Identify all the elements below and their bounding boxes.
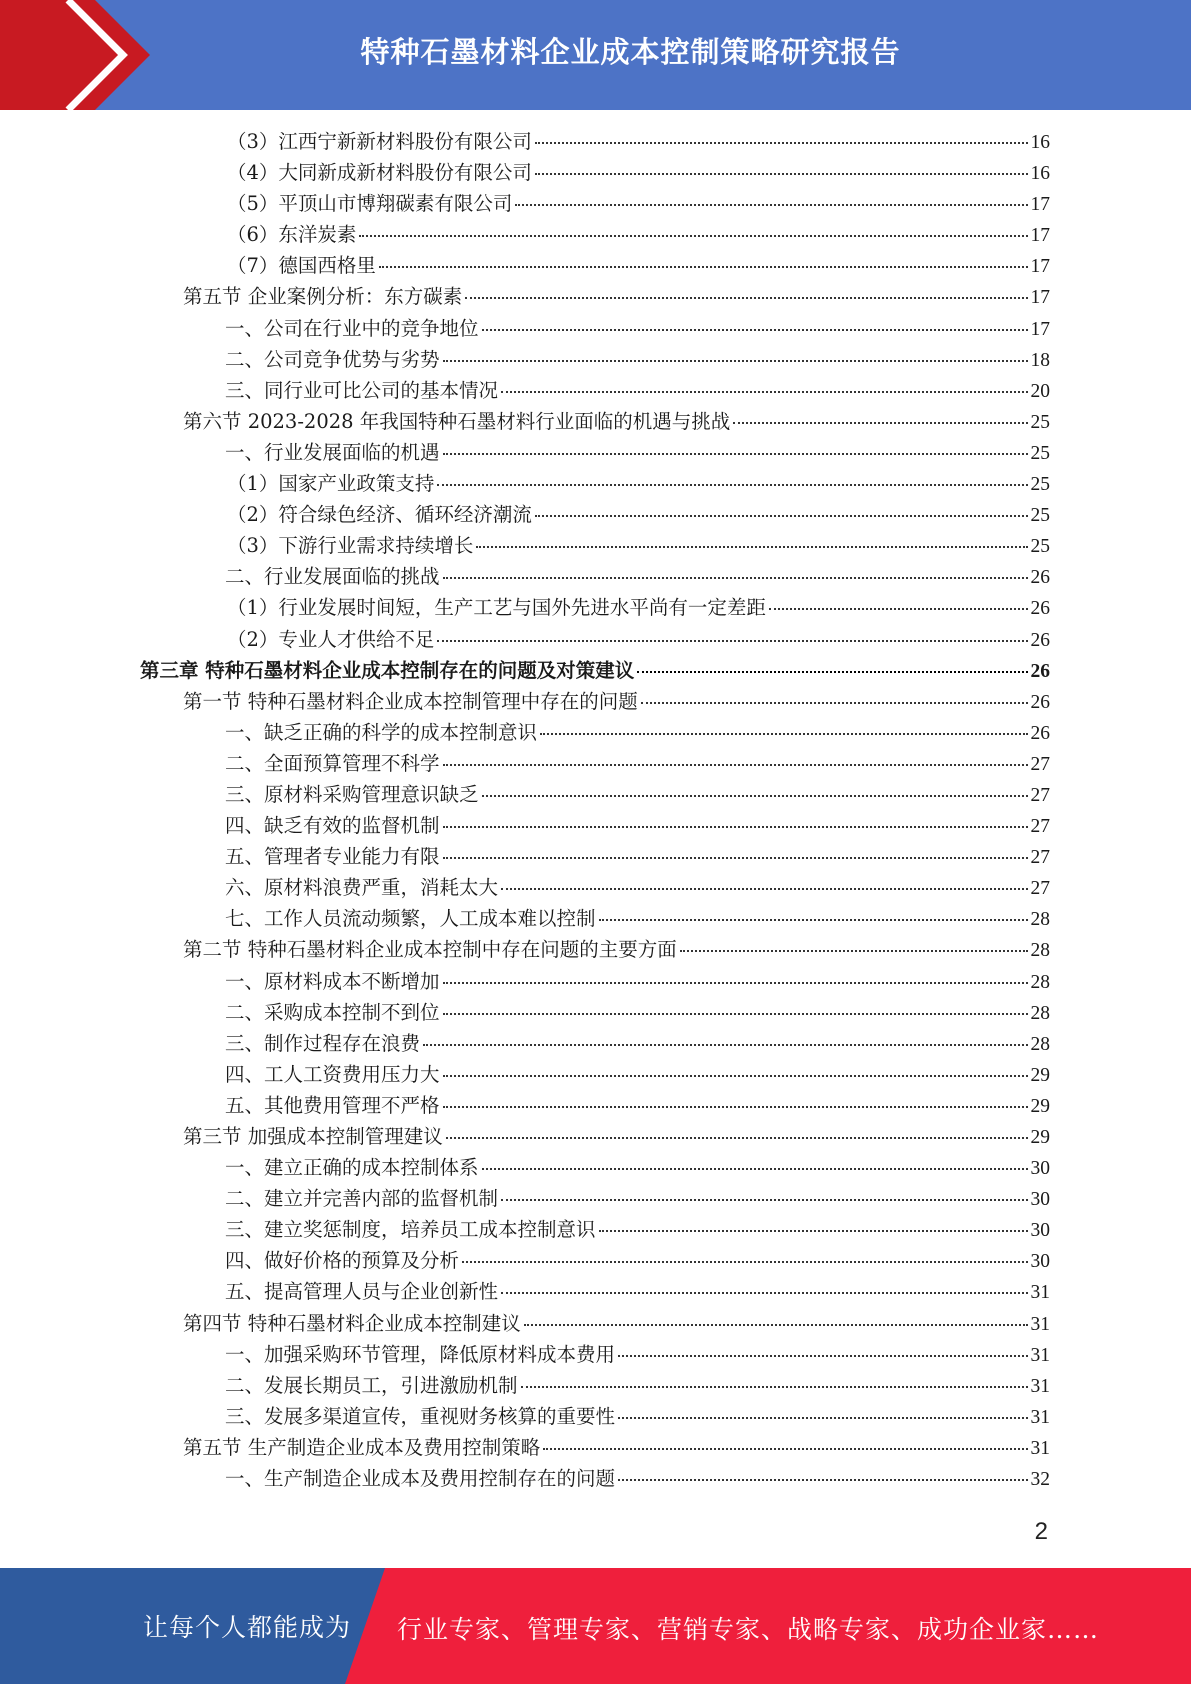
toc-leader-dots: [446, 1137, 1028, 1139]
toc-entry-title: （3）下游行业需求持续增长: [227, 534, 474, 558]
toc-entry-title: 一、缺乏正确的科学的成本控制意识: [225, 720, 538, 744]
toc-entry-page: 26: [1030, 567, 1050, 589]
toc-entry[interactable]: [140, 530, 1050, 561]
toc-leader-dots: [476, 546, 1027, 548]
toc-entry[interactable]: [140, 686, 1050, 717]
toc-entry[interactable]: [140, 1401, 1050, 1432]
toc-entry-title: 二、全面预算管理不科学: [225, 751, 440, 775]
toc-entry-title: 五、管理者专业能力有限: [225, 845, 440, 869]
toc-entry-title: 一、生产制造企业成本及费用控制存在的问题: [225, 1467, 616, 1491]
toc-entry[interactable]: [140, 1339, 1050, 1370]
toc-leader-dots: [482, 1168, 1028, 1170]
toc-entry-page: 30: [1030, 1251, 1050, 1273]
page-header: [0, 0, 1191, 110]
toc-entry[interactable]: [140, 250, 1050, 281]
toc-entry-title: 一、原材料成本不断增加: [225, 969, 440, 993]
toc-entry-page: 29: [1030, 1064, 1050, 1086]
toc-leader-dots: [515, 204, 1027, 206]
toc-leader-dots: [641, 702, 1028, 704]
toc-entry-page: 30: [1030, 1189, 1050, 1211]
toc-entry-page: 25: [1030, 474, 1050, 496]
toc-entry-title: 一、公司在行业中的竞争地位: [225, 316, 479, 340]
toc-entry-title: 一、加强采购环节管理，降低原材料成本费用: [225, 1342, 616, 1366]
toc-entry-page: 27: [1030, 816, 1050, 838]
toc-entry-page: 27: [1030, 753, 1050, 775]
toc-leader-dots: [359, 235, 1027, 237]
toc-entry[interactable]: [140, 655, 1050, 686]
toc-entry-page: 17: [1030, 287, 1050, 309]
toc-entry-page: 31: [1030, 1282, 1050, 1304]
toc-entry-title: 二、行业发展面临的挑战: [225, 565, 440, 589]
toc-entry-page: 17: [1030, 256, 1050, 278]
toc-entry[interactable]: [140, 1059, 1050, 1090]
toc-leader-dots: [443, 764, 1028, 766]
toc-leader-dots: [462, 1261, 1027, 1263]
toc-entry-page: 31: [1030, 1375, 1050, 1397]
toc-entry[interactable]: [140, 1370, 1050, 1401]
toc-entry-page: 26: [1030, 660, 1050, 682]
toc-entry[interactable]: [140, 997, 1050, 1028]
toc-entry-page: 25: [1030, 536, 1050, 558]
toc-leader-dots: [769, 608, 1028, 610]
toc-entry-title: 第五节 生产制造企业成本及费用控制策略: [183, 1435, 541, 1459]
toc-entry-page: 28: [1030, 940, 1050, 962]
toc-leader-dots: [501, 1292, 1027, 1294]
footer-slogan-right: 行业专家、管理专家、营销专家、战略专家、成功企业家……: [397, 1615, 1100, 1644]
toc-entry-title: 二、发展长期员工，引进激励机制: [225, 1373, 518, 1397]
toc-entry-page: 28: [1030, 1033, 1050, 1055]
toc-entry-page: 32: [1030, 1469, 1050, 1491]
toc-entry-page: 28: [1030, 909, 1050, 931]
toc-entry[interactable]: [140, 1152, 1050, 1183]
toc-entry-page: 28: [1030, 971, 1050, 993]
toc-entry-title: （6）东洋炭素: [227, 223, 357, 247]
toc-entry[interactable]: [140, 281, 1050, 312]
toc-leader-dots: [443, 1013, 1028, 1015]
toc-leader-dots: [535, 515, 1028, 517]
toc-entry[interactable]: [140, 717, 1050, 748]
toc-entry-title: （2）符合绿色经济、循环经济潮流: [227, 503, 532, 527]
toc-leader-dots: [599, 1230, 1028, 1232]
toc-entry[interactable]: [140, 779, 1050, 810]
toc-entry[interactable]: [140, 188, 1050, 219]
toc-entry[interactable]: [140, 406, 1050, 437]
toc-entry[interactable]: [140, 748, 1050, 779]
toc-leader-dots: [437, 640, 1027, 642]
toc-entry[interactable]: [140, 313, 1050, 344]
toc-entry-title: （7）德国西格里: [227, 254, 376, 278]
chevron-right-icon: [0, 0, 150, 110]
toc-entry-page: 18: [1030, 349, 1050, 371]
toc-entry[interactable]: [140, 903, 1050, 934]
toc-entry-page: 30: [1030, 1220, 1050, 1242]
toc-entry[interactable]: [140, 1028, 1050, 1059]
toc-entry-page: 31: [1030, 1313, 1050, 1335]
toc-entry-page: 27: [1030, 878, 1050, 900]
toc-entry-title: 四、工人工资费用压力大: [225, 1062, 440, 1086]
toc-entry-page: 31: [1030, 1437, 1050, 1459]
toc-leader-dots: [443, 360, 1028, 362]
toc-leader-dots: [599, 919, 1028, 921]
report-title: 特种石墨材料企业成本控制策略研究报告: [360, 35, 901, 69]
toc-entry-page: 27: [1030, 784, 1050, 806]
toc-entry-title: 一、建立正确的成本控制体系: [225, 1156, 479, 1180]
toc-leader-dots: [482, 329, 1028, 331]
toc-leader-dots: [618, 1479, 1027, 1481]
toc-entry-title: 二、公司竞争优势与劣势: [225, 347, 440, 371]
toc-entry[interactable]: [140, 934, 1050, 965]
toc-entry-page: 31: [1030, 1344, 1050, 1366]
toc-entry-title: （3）江西宁新新材料股份有限公司: [227, 130, 532, 153]
toc-entry[interactable]: [140, 624, 1050, 655]
toc-entry[interactable]: [140, 872, 1050, 903]
toc-leader-dots: [733, 422, 1027, 424]
toc-entry[interactable]: [140, 499, 1050, 530]
toc-entry-title: 第一节 特种石墨材料企业成本控制管理中存在的问题: [183, 689, 638, 713]
toc-entry-title: （1）行业发展时间短，生产工艺与国外先进水平尚有一定差距: [227, 596, 766, 620]
toc-entry-page: 28: [1030, 1002, 1050, 1024]
toc-entry[interactable]: [140, 1183, 1050, 1214]
toc-entry-page: 17: [1030, 225, 1050, 247]
toc-entry-title: 第四节 特种石墨材料企业成本控制建议: [183, 1311, 521, 1335]
toc-leader-dots: [535, 173, 1028, 175]
toc-entry[interactable]: [140, 1276, 1050, 1307]
toc-entry-page: 16: [1030, 132, 1050, 153]
footer-slogan-left: 让每个人都能成为: [143, 1613, 352, 1642]
toc-leader-dots: [443, 1075, 1028, 1077]
toc-leader-dots: [443, 1106, 1028, 1108]
toc-leader-dots: [543, 1448, 1027, 1450]
toc-entry-title: 三、原材料采购管理意识缺乏: [225, 782, 479, 806]
toc-entry-title: 三、制作过程存在浪费: [225, 1031, 421, 1055]
toc-entry-page: 17: [1030, 318, 1050, 340]
toc-leader-dots: [524, 1324, 1028, 1326]
toc-entry-page: 31: [1030, 1406, 1050, 1428]
toc-leader-dots: [680, 950, 1028, 952]
toc-entry-page: 29: [1030, 1127, 1050, 1148]
toc-entry-page: 25: [1030, 505, 1050, 527]
table-of-contents: [140, 126, 1050, 1494]
toc-entry-title: 二、采购成本控制不到位: [225, 1000, 440, 1024]
toc-entry[interactable]: [140, 1121, 1050, 1152]
toc-entry-page: 17: [1030, 194, 1050, 216]
page-number: 2: [1034, 1518, 1048, 1545]
toc-entry-page: 26: [1030, 629, 1050, 651]
toc-entry[interactable]: [140, 437, 1050, 468]
toc-leader-dots: [535, 142, 1028, 144]
toc-entry-page: 26: [1030, 722, 1050, 744]
toc-entry[interactable]: [140, 1090, 1050, 1121]
toc-entry[interactable]: [140, 344, 1050, 375]
page-footer: [0, 1568, 1191, 1684]
toc-entry-page: 20: [1030, 380, 1050, 402]
toc-entry-page: 16: [1030, 163, 1050, 185]
toc-leader-dots: [437, 484, 1027, 486]
toc-entry-title: 第五节 企业案例分析：东方碳素: [183, 285, 463, 309]
toc-entry-title: 四、做好价格的预算及分析: [225, 1249, 460, 1273]
toc-entry-page: 26: [1030, 691, 1050, 713]
toc-entry-title: （5）平顶山市博翔碳素有限公司: [227, 192, 513, 216]
toc-entry[interactable]: [140, 1214, 1050, 1245]
toc-entry-title: 五、其他费用管理不严格: [225, 1093, 440, 1117]
toc-entry-title: （4）大同新成新材料股份有限公司: [227, 161, 532, 185]
toc-entry-title: （2）专业人才供给不足: [227, 627, 435, 651]
toc-entry-page: 25: [1030, 442, 1050, 464]
toc-leader-dots: [501, 391, 1027, 393]
toc-entry[interactable]: [140, 841, 1050, 872]
toc-leader-dots: [540, 733, 1027, 735]
toc-leader-dots: [501, 888, 1027, 890]
toc-leader-dots: [521, 1386, 1028, 1388]
toc-entry-title: 四、缺乏有效的监督机制: [225, 814, 440, 838]
toc-entry[interactable]: [140, 375, 1050, 406]
toc-entry[interactable]: [140, 561, 1050, 592]
toc-entry[interactable]: [140, 592, 1050, 623]
toc-entry[interactable]: [140, 966, 1050, 997]
toc-entry-title: 二、建立并完善内部的监督机制: [225, 1187, 499, 1211]
toc-leader-dots: [443, 453, 1028, 455]
toc-entry-title: 五、提高管理人员与企业创新性: [225, 1280, 499, 1304]
toc-entry-title: 七、工作人员流动频繁，人工成本难以控制: [225, 907, 596, 931]
toc-leader-dots: [443, 826, 1028, 828]
toc-entry[interactable]: [140, 126, 1050, 157]
toc-leader-dots: [443, 982, 1028, 984]
toc-entry-page: 30: [1030, 1158, 1050, 1180]
toc-entry[interactable]: [140, 1308, 1050, 1339]
toc-entry-title: 一、行业发展面临的机遇: [225, 440, 440, 464]
toc-entry[interactable]: [140, 219, 1050, 250]
toc-entry-page: 26: [1030, 598, 1050, 620]
toc-entry-title: 第六节 2023-2028 年我国特种石墨材料行业面临的机遇与挑战: [183, 409, 731, 433]
toc-entry-title: 第二节 特种石墨材料企业成本控制中存在问题的主要方面: [183, 938, 677, 962]
toc-entry-title: 三、建立奖惩制度，培养员工成本控制意识: [225, 1218, 596, 1242]
toc-entry[interactable]: [140, 1463, 1050, 1494]
toc-entry[interactable]: [140, 1432, 1050, 1463]
toc-entry-title: 三、发展多渠道宣传，重视财务核算的重要性: [225, 1404, 616, 1428]
toc-leader-dots: [618, 1355, 1027, 1357]
toc-entry-title: （1）国家产业政策支持: [227, 472, 435, 496]
toc-leader-dots: [618, 1417, 1027, 1419]
toc-leader-dots: [379, 266, 1028, 268]
toc-entry-title: 第三章 特种石墨材料企业成本控制存在的问题及对策建议: [140, 658, 635, 682]
toc-entry[interactable]: [140, 1245, 1050, 1276]
toc-entry-title: 六、原材料浪费严重，消耗太大: [225, 876, 499, 900]
toc-entry[interactable]: [140, 157, 1050, 188]
toc-leader-dots: [501, 1199, 1027, 1201]
toc-entry[interactable]: [140, 810, 1050, 841]
toc-entry[interactable]: [140, 468, 1050, 499]
toc-leader-dots: [423, 1044, 1027, 1046]
toc-entry-title: 三、同行业可比公司的基本情况: [225, 378, 499, 402]
toc-leader-dots: [637, 671, 1027, 673]
toc-entry-page: 25: [1030, 411, 1050, 433]
toc-leader-dots: [443, 857, 1028, 859]
toc-leader-dots: [465, 297, 1027, 299]
toc-entry-title: 第三节 加强成本控制管理建议: [183, 1125, 443, 1148]
toc-entry-page: 29: [1030, 1095, 1050, 1117]
toc-entry-page: 27: [1030, 847, 1050, 869]
toc-leader-dots: [443, 577, 1028, 579]
toc-leader-dots: [482, 795, 1028, 797]
